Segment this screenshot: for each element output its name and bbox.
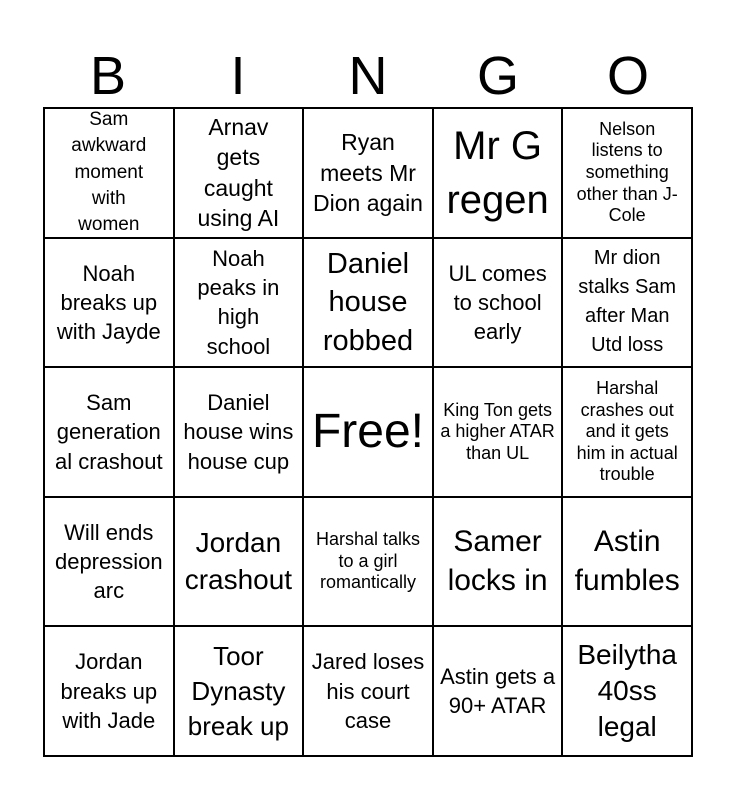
cell-text: Ryan meets Mr Dion again xyxy=(313,129,423,216)
header-letter-b: B xyxy=(89,46,127,106)
cell-text-free: Free! xyxy=(311,404,424,458)
header-letter-o: O xyxy=(606,46,649,106)
cell-text: Toor Dynasty break up xyxy=(187,640,289,741)
cell-text: Arnav gets caught using AI xyxy=(197,114,280,232)
cell-text: Samer locks in xyxy=(447,525,548,597)
cell-text: Nelson listens to something other than J-Cole xyxy=(576,118,678,226)
bingo-cell[interactable] xyxy=(303,367,433,497)
bingo-cell[interactable] xyxy=(562,238,692,368)
bingo-cell[interactable] xyxy=(303,626,433,756)
bingo-cell[interactable] xyxy=(174,626,304,756)
cell-text: Daniel house wins house cup xyxy=(183,390,294,474)
bingo-cell[interactable] xyxy=(433,626,563,756)
bingo-cell[interactable] xyxy=(174,108,304,238)
header-letter-n: N xyxy=(348,46,388,106)
bingo-cell[interactable] xyxy=(433,108,563,238)
cell-text: Mr dion stalks Sam after Man Utd loss xyxy=(578,247,677,357)
cell-text: Sam awkward moment with women xyxy=(71,109,147,236)
cell-text: Jordan crashout xyxy=(184,527,293,595)
bingo-board xyxy=(43,107,693,757)
bingo-cell[interactable] xyxy=(433,367,563,497)
cell-text: Astin fumbles xyxy=(574,525,680,597)
bingo-cell[interactable] xyxy=(303,497,433,627)
cell-text: Jordan breaks up with Jade xyxy=(60,649,158,733)
cell-text: Beilytha 40ss legal xyxy=(577,638,677,743)
cell-text: Harshal crashes out and it gets him in actual trouble xyxy=(576,378,678,485)
bingo-cell[interactable] xyxy=(562,497,692,627)
cell-text: Sam generation al crashout xyxy=(54,390,163,474)
bingo-cell[interactable] xyxy=(303,108,433,238)
cell-text: Will ends depression arc xyxy=(54,519,163,604)
bingo-cell[interactable] xyxy=(562,367,692,497)
bingo-cell[interactable] xyxy=(433,497,563,627)
cell-text: Daniel house robbed xyxy=(322,247,414,357)
bingo-cell[interactable] xyxy=(433,238,563,368)
cell-text: Harshal talks to a girl romantically xyxy=(315,529,421,593)
cell-text: UL comes to school early xyxy=(448,260,547,345)
header-letter-g: G xyxy=(476,46,519,106)
cell-text: Noah peaks in high school xyxy=(197,245,280,359)
bingo-cell[interactable] xyxy=(303,238,433,368)
bingo-cell[interactable] xyxy=(562,626,692,756)
bingo-cell[interactable] xyxy=(174,367,304,497)
bingo-cell[interactable] xyxy=(44,238,174,368)
cell-text: King Ton gets a higher ATAR than UL xyxy=(440,399,555,463)
bingo-cell[interactable] xyxy=(174,497,304,627)
bingo-cell[interactable] xyxy=(44,497,174,627)
bingo-cell[interactable] xyxy=(44,108,174,238)
cell-text: Jared loses his court case xyxy=(311,649,425,733)
header-letter-i: I xyxy=(230,46,246,106)
bingo-cell[interactable] xyxy=(174,238,304,368)
bingo-cell[interactable] xyxy=(562,108,692,238)
bingo-cell[interactable] xyxy=(44,367,174,497)
cell-text: Noah breaks up with Jayde xyxy=(56,260,161,345)
bingo-header xyxy=(43,44,693,108)
bingo-cell[interactable] xyxy=(44,626,174,756)
cell-text: Mr G regen xyxy=(446,123,549,222)
cell-text: Astin gets a 90+ ATAR xyxy=(440,663,556,719)
